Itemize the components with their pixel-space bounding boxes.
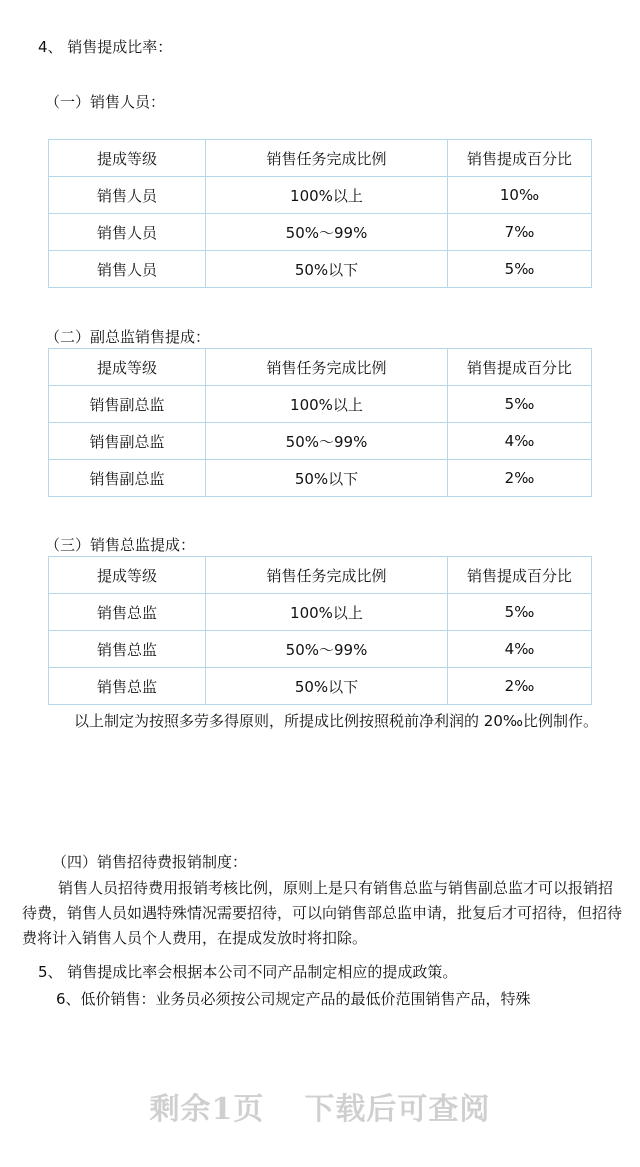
table-cell: 100%以上 bbox=[206, 386, 448, 423]
table-row bbox=[49, 631, 592, 668]
table-header-row bbox=[49, 349, 592, 386]
header-cell: 销售提成百分比 bbox=[448, 140, 592, 177]
heading-4: 4、 销售提成比率： bbox=[38, 38, 173, 56]
table-cell: 销售副总监 bbox=[49, 423, 206, 460]
table-row bbox=[49, 460, 592, 497]
table-cell: 5‰ bbox=[448, 251, 592, 288]
header-cell: 提成等级 bbox=[49, 349, 206, 386]
table-cell: 10‰ bbox=[448, 177, 592, 214]
table-row bbox=[49, 177, 592, 214]
table-cell: 2‰ bbox=[448, 460, 592, 497]
header-cell: 销售任务完成比例 bbox=[206, 140, 448, 177]
header-cell: 销售提成百分比 bbox=[448, 349, 592, 386]
table-cell: 销售总监 bbox=[49, 594, 206, 631]
section-3-title: （三）销售总监提成： bbox=[45, 536, 196, 554]
table-cell: 5‰ bbox=[448, 386, 592, 423]
header-cell: 销售任务完成比例 bbox=[206, 349, 448, 386]
table-row bbox=[49, 251, 592, 288]
table-cell: 销售总监 bbox=[49, 668, 206, 705]
table-cell: 销售人员 bbox=[49, 177, 206, 214]
section-4-body: 销售人员招待费用报销考核比例，原则上是只有销售总监与销售副总监才可以报销招待费，销售人员如遇特殊情况需要招待，可以向销售部总监申请，批复后才可招待，但招待费将计入销售人员个人费用，在提成发放时将扣除。 bbox=[22, 879, 623, 947]
download-watermark bbox=[0, 1084, 640, 1128]
section-1-title: （一）销售人员： bbox=[45, 93, 166, 111]
table-cell: 销售人员 bbox=[49, 251, 206, 288]
table-cell: 4‰ bbox=[448, 631, 592, 668]
table-cell: 50%～99% bbox=[206, 214, 448, 251]
table-cell: 50%以下 bbox=[206, 668, 448, 705]
table-row bbox=[49, 214, 592, 251]
header-cell: 提成等级 bbox=[49, 557, 206, 594]
header-cell: 提成等级 bbox=[49, 140, 206, 177]
table-row bbox=[49, 594, 592, 631]
item-6: 6、低价销售：业务员必须按公司规定产品的最低价范围销售产品，特殊 bbox=[56, 990, 531, 1008]
table-cell: 50%～99% bbox=[206, 423, 448, 460]
section-2-title: （二）副总监销售提成： bbox=[45, 328, 211, 346]
table-cell: 50%以下 bbox=[206, 460, 448, 497]
download-hint-text: 下载后可查阅 bbox=[304, 1092, 491, 1127]
table-header-row bbox=[49, 557, 592, 594]
table-row bbox=[49, 668, 592, 705]
table-cell: 销售副总监 bbox=[49, 460, 206, 497]
table-cell: 5‰ bbox=[448, 594, 592, 631]
table-cell: 7‰ bbox=[448, 214, 592, 251]
remaining-pages-text: 剩余1页 bbox=[149, 1092, 265, 1127]
header-cell: 销售任务完成比例 bbox=[206, 557, 448, 594]
principle-paragraph: 以上制定为按照多劳多得原则，所提成比例按照税前净利润的 20‰比例制作。 bbox=[74, 712, 598, 730]
table-cell: 100%以上 bbox=[206, 177, 448, 214]
sales-director-table bbox=[48, 556, 592, 705]
table-cell: 销售总监 bbox=[49, 631, 206, 668]
section-4-title: （四）销售招待费报销制度： bbox=[52, 853, 248, 871]
table-row bbox=[49, 386, 592, 423]
table-cell: 100%以上 bbox=[206, 594, 448, 631]
table-cell: 50%～99% bbox=[206, 631, 448, 668]
table-header-row bbox=[49, 140, 592, 177]
table-row bbox=[49, 423, 592, 460]
item-5: 5、 销售提成比率会根据本公司不同产品制定相应的提成政策。 bbox=[38, 963, 458, 981]
table-cell: 销售副总监 bbox=[49, 386, 206, 423]
sales-staff-table bbox=[48, 139, 592, 288]
table-cell: 4‰ bbox=[448, 423, 592, 460]
deputy-director-table bbox=[48, 348, 592, 497]
table-cell: 销售人员 bbox=[49, 214, 206, 251]
header-cell: 销售提成百分比 bbox=[448, 557, 592, 594]
table-cell: 50%以下 bbox=[206, 251, 448, 288]
table-cell: 2‰ bbox=[448, 668, 592, 705]
